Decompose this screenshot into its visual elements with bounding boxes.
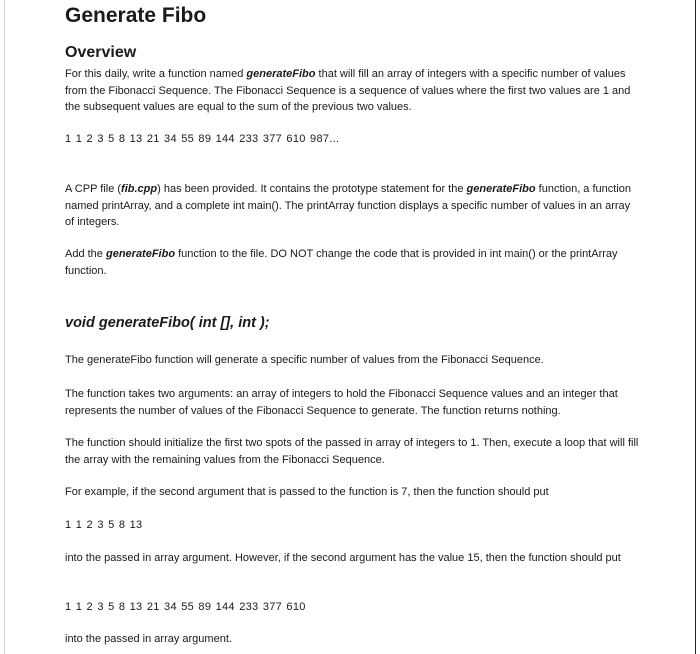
fibonacci-sequence-7: 1 1 2 3 5 8 13: [65, 519, 143, 531]
arguments-paragraph: The function takes two arguments: an array of integers to hold the Fibonacci Sequence values and an integer that represents the number of values of the Fibonacci Sequence to generate. The function returns nothing.: [65, 388, 618, 417]
fibonacci-sequence-full: 1 1 2 3 5 8 13 21 34 55 89 144 233 377 610 987...: [65, 133, 340, 145]
function-name: generateFibo: [105, 248, 176, 260]
initialize-paragraph: The function should initialize the first two spots of the passed in array of integers to 1. Then, execute a loop that will fill the array with the remaining values from the Fibonacci Sequence.: [65, 437, 639, 466]
fibonacci-sequence-15: 1 1 2 3 5 8 13 21 34 55 89 144 233 377 610: [65, 601, 306, 613]
example-paragraph: For example, if the second argument that is passed to the function is 7, then the function should put: [65, 486, 549, 498]
cpp-file-paragraph: A CPP file (fib.cpp) has been provided. It contains the prototype statement for the generateFibo function, a function named printArray, and a complete int main(). The printArray function displays a specific number of values in an array of integers.: [65, 183, 632, 228]
function-signature: void generateFibo( int [], int );: [65, 315, 270, 331]
overview-paragraph: For this daily, write a function named generateFibo that will fill an array of integers with a specific number of values from the Fibonacci Sequence. The Fibonacci Sequence is a sequence of values where the first two values are 1 and the subsequent values are equal to the sum of the previous two values.: [65, 68, 631, 113]
function-name: generateFibo: [246, 68, 316, 80]
left-margin-rule: [4, 0, 5, 654]
example-15-paragraph: into the passed in array argument. However, if the second argument has the value 15, then the function should put: [65, 552, 621, 564]
function-name: generateFibo: [466, 183, 536, 195]
overview-heading: Overview: [65, 44, 137, 61]
description-paragraph: The generateFibo function will generate a specific number of values from the Fibonacci Sequence.: [65, 354, 544, 366]
page-title: Generate Fibo: [65, 4, 207, 27]
file-name: fib.cpp: [121, 183, 158, 195]
closing-paragraph: into the passed in array argument.: [65, 633, 232, 645]
instruction-paragraph: Add the generateFibo function to the file. DO NOT change the code that is provided in int main() or the printArray function.: [65, 248, 618, 277]
